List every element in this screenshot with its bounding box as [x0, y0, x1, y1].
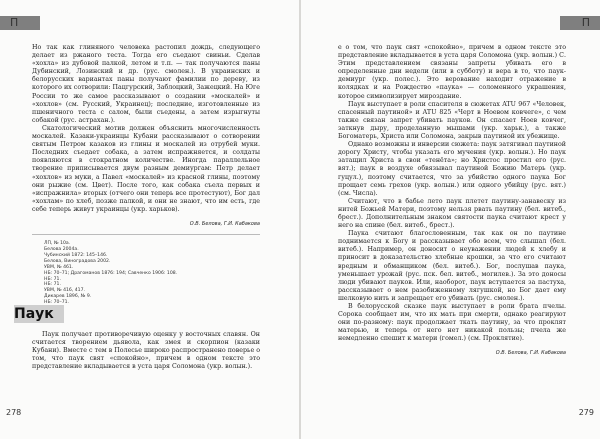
- right-paragraph-4: Считают, что в бабье лето паук плетет паутину-занавеску из нитей Божьей Матери, поэтому нельзя рвать паутину (бел. витеб., брест.). Дополнительным знаком святости паука считают крест у него на спине (бел. витеб., брест.).: [338, 197, 566, 230]
- section-text: [32, 331, 260, 371]
- left-paragraph-1: Но так как глиняного человека растопил дождь, следующего делает из ржаного теста. Тогда его съедают свиньи. Сделав «хохла» из дубовой палкой, летом и т.п. — так получаются паны Дубинский, Лозинский и др. (рус. смолен.). В украинских и белорусских вариантах паны получают фамилии по дереву, из которого их сотворили: Пацгурский, Заблоцкий, Зажецкий. На Юге России то же самое рассказывают о создании «москалей» и «хохлов» (см. Русский, Украинец); последние, изготовленные из пшеничного теста с салом, были съедены, а затем изрыгнуты собакой (рус. астрахан.).: [32, 44, 260, 124]
- section-title: Паук: [14, 305, 64, 323]
- footnote-divider: [32, 234, 260, 235]
- footnote: Дикарев 1896, № 9.: [44, 294, 92, 300]
- right-page: [301, 0, 600, 439]
- section-tab-letter: П: [581, 16, 590, 29]
- right-signature: О.В. Белова, Г.И. Кабакова: [495, 350, 566, 357]
- footnote: Белова, Виноградова 2002.: [44, 258, 111, 264]
- footnote: Белова 2004а.: [44, 246, 79, 252]
- footnote: НБ: 70–71.: [44, 300, 70, 306]
- section-tab-letter: П: [10, 16, 19, 29]
- page-number-left: 278: [6, 408, 22, 417]
- section-tab: [0, 16, 40, 30]
- footnote: НБ: 71.: [44, 282, 61, 288]
- right-paragraph-5: Паука считают благословенным, так как он по паутине поднимается к Богу и рассказывает обо всем, что слышал (бел. витеб.). Например, он доносит о неуважении людей к хлебу и приносит в доказательство хлебные крошки, за что его считают вредным и обманщиком (бел. витеб.). Бог, послушав паука, уменьшает урожай (рус. пск. бел. витеб., могилев.). За это доносы люди убивают пауков. Или, наоборот, паук вступается за пастуха, рассказывает о нем разобиженному лягушкой, но Бог дает ему шелковую нить и запрещает его убивать (рус. смолен.).: [338, 230, 566, 302]
- right-paragraph-1: е о том, что паук свят «спокойно», причем в одном тексте это представление вкладывается в уста царя Соломона (укр. волын.) С. Этим представлением связаны запреты убивать его в определенные дни недели (или в субботу) и вера в то, что паук-демиург (укр. полес.). Это верование находит отражение в колядках и на Рождество «паука» — соломенного украшения, которое символизирует мироздание.: [338, 44, 566, 100]
- footnote: НБ: 71.: [44, 276, 61, 282]
- footnote: ЛП, № 10а.: [44, 241, 71, 247]
- page-number-right: 279: [578, 408, 594, 417]
- footnote: НБ: 70–71; Драгоманов 1876: 194; Савченко 1906: 108.: [44, 270, 178, 276]
- footnote: УВМ, № 416, 417.: [44, 288, 85, 294]
- right-paragraph-3: Однако возможны и инверсии сюжета: паук затягивал паутиной дорогу Христу, чтобы указать его мучения (укр. волын.). Но паук затащил Христа в свои «тенёта»; но Христос простил его (рус. вят.); паук в воздухе обвязывал паутиной Божию Матерь (укр. гуцул.), поэтому считается, что за убийство одного паука Бог прощает семь грехов (укр. волын.) или одного убийцу (рус. вят.) (см. Числа).: [338, 141, 566, 197]
- left-page: [0, 0, 299, 439]
- right-paragraph-2: Паук выступает в роли спасителя в сюжетах ATU 967 «Человек, спасенный паутиной» и ATU 825 «Черт в Ноевом ковчеге», с чем также связан запрет убивать пауков. Он спасает Ноев ковчег, заткнув дыру, проделанную мышами (укр. харьк.), а также Богоматерь, Христа или Соломона, закрыв паутиной их убежище.: [338, 100, 566, 141]
- left-column: [32, 44, 260, 306]
- section-pauk: [14, 303, 294, 371]
- left-paragraph-2: Скатологический мотив должен объяснить многочисленность москалей. Казаки-украинцы Кубани рассказывают о сотворении святым Петром казаков из глины и москалей из отрубей муки. Последних съедает собака, а затем испражняется, и солдаты появляются в стократном количестве. Иногда параллельное творение приписывается двум разным демиургам: Петр делает «хохлов» из муки, а Павел «москалей» из красной глины, поэтому они рыжие (см. Цвет). После того, как собака съела первых и «испражнила» вторых (отчего они теперь все протестуют), Бог дал «хохлам» по хлеб, позже палкой, и они не знают, что им есть, где себе теперь живут украинцы (укр. харьков).: [32, 124, 260, 213]
- footnote: УВМ, № 461.: [44, 264, 74, 270]
- section-paragraph: Паук получает противоречивую оценку у восточных славян. Он считается творением дьявола, как змея и скорпион (казаки Кубани). Вместе с тем в Полесье широко распространено поверье о том, что паук свят «спокойно», причем в одном тексте это представление вкладывается в уста царя Соломона (укр. волын.).: [32, 331, 260, 371]
- right-paragraph-6: В белорусской сказке паук выступает в роли брата пчелы. Сорока сообщает им, что их мать при смерти, однако реагируют они по-разному: паук продолжает ткать паутину, за что проклят матерью, и теперь от него нет никакой пользы; пчела же немедленно спешит к матери (гомел.) (см. Проклятие).: [338, 303, 566, 343]
- left-signature: О.В. Белова, Г.И. Кабакова: [189, 220, 260, 227]
- section-tab: [560, 16, 600, 30]
- right-column: [338, 44, 566, 358]
- footnote: Чубинский 1872: 145–146.: [44, 252, 108, 258]
